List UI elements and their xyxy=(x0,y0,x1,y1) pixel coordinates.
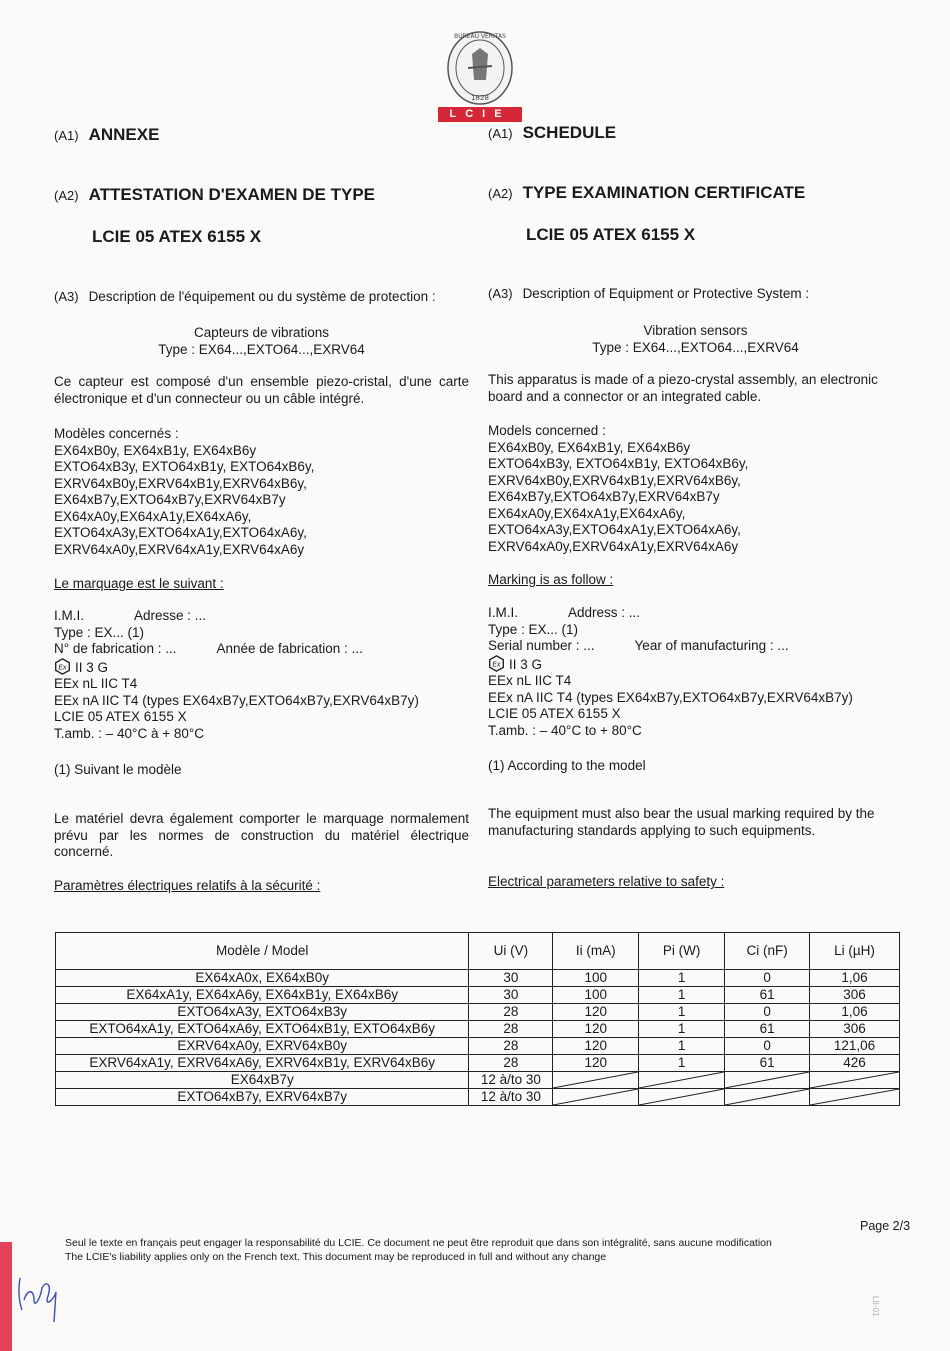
model-line: EXRV64xB0y,EXRV64xB1y,EXRV64xB6y, xyxy=(54,475,307,491)
header-ci: Ci (nF) xyxy=(725,933,810,970)
table-row xyxy=(56,1038,900,1055)
left-a2 xyxy=(54,187,469,205)
right-equipment-note: The equipment must also bear the usual marking required by the manufacturing standards applying to such equipments. xyxy=(488,806,875,838)
left-note: (1) Suivant le modèle xyxy=(54,762,182,777)
cell: EXTO64xA3y, EXTO64xB3y xyxy=(56,1004,469,1021)
model-line: EXRV64xB0y,EXRV64xB1y,EXRV64xB6y, xyxy=(488,472,741,488)
cell: 306 xyxy=(810,987,900,1004)
group: II 3 G xyxy=(509,656,543,672)
code2: EEx nA IIC T4 (types EX64xB7y,EXTO64xB7y,EXRV64xB7y) xyxy=(54,692,419,708)
form-code: LII-01 xyxy=(871,1296,880,1317)
cell: 28 xyxy=(469,1038,553,1055)
model-line: EX64xA0y,EX64xA1y,EX64xA6y, xyxy=(488,505,686,521)
right-models xyxy=(488,423,903,555)
cell: EXRV64xA0y, EXRV64xB0y xyxy=(56,1038,469,1055)
model-line: EX64xB0y, EX64xB1y, EX64xB6y xyxy=(54,442,257,458)
model-line: EXTO64xB3y, EXTO64xB1y, EXTO64xB6y, xyxy=(488,456,749,471)
model-line: EXRV64xA0y,EXRV64xA1y,EXRV64xA6y xyxy=(488,538,739,554)
not-applicable-cell xyxy=(725,1072,810,1089)
header-pi: Pi (W) xyxy=(639,933,725,970)
cell: 0 xyxy=(725,1004,810,1021)
cell: EXTO64xB7y, EXRV64xB7y xyxy=(56,1089,469,1106)
table-row xyxy=(56,1021,900,1038)
cell: 120 xyxy=(553,1021,639,1038)
code1: EEx nL IIC T4 xyxy=(54,676,138,691)
cell: 100 xyxy=(553,970,639,987)
annexe-title: ANNEXE xyxy=(88,125,160,144)
table-row xyxy=(56,970,900,987)
cell: 121,06 xyxy=(810,1038,900,1055)
a1-code: (A1) xyxy=(488,126,513,141)
svg-text:Ex: Ex xyxy=(492,659,501,668)
left-marking xyxy=(54,608,469,742)
cell: 28 xyxy=(469,1055,553,1072)
left-a1 xyxy=(54,127,469,145)
cell: EX64xA0x, EX64xB0y xyxy=(56,970,469,987)
year: Année de fabrication : ... xyxy=(216,641,363,656)
ex-hexagon-icon xyxy=(54,658,71,675)
year: Year of manufacturing : ... xyxy=(634,638,789,653)
svg-text:Ex: Ex xyxy=(58,662,67,671)
model-line: EX64xB0y, EX64xB1y, EX64xB6y xyxy=(488,439,691,455)
left-cert-number: LCIE 05 ATEX 6155 X xyxy=(92,227,262,246)
a3-code: (A3) xyxy=(54,289,79,304)
code2: EEx nA IIC T4 (types EX64xB7y,EXTO64xB7y,EXRV64xB7y) xyxy=(488,689,853,705)
right-description: This apparatus is made of a piezo-crystal assembly, an electronic board and a connector or an integrated cable. xyxy=(488,372,878,404)
footer-en: The LCIE's liability applies only on the French text. This document may be reproduced in full and without any change xyxy=(65,1251,607,1263)
right-a2 xyxy=(488,185,903,203)
cell: 120 xyxy=(553,1038,639,1055)
group: II 3 G xyxy=(75,659,109,675)
tamb: T.amb. : – 40°C à + 80°C xyxy=(54,725,204,741)
not-applicable-cell xyxy=(639,1072,725,1089)
cell: 30 xyxy=(469,970,553,987)
right-a3 xyxy=(488,286,903,303)
not-applicable-cell xyxy=(810,1072,900,1089)
cell: 1 xyxy=(639,1021,725,1038)
type-line: Type : EX... (1) xyxy=(488,621,579,637)
not-applicable-cell xyxy=(553,1089,639,1106)
model-line: EXTO64xA3y,EXTO64xA1y,EXTO64xA6y, xyxy=(488,522,741,537)
margin-red-bar xyxy=(0,1242,12,1351)
model-line: EXTO64xB3y, EXTO64xB1y, EXTO64xB6y, xyxy=(54,459,315,474)
cell: 1 xyxy=(639,1055,725,1072)
tamb: T.amb. : – 40°C to + 80°C xyxy=(488,722,642,738)
left-models xyxy=(54,426,469,558)
cell: 28 xyxy=(469,1004,553,1021)
a3-text: Description of Equipment or Protective System : xyxy=(522,286,810,301)
serial: N° de fabrication : ... xyxy=(54,641,177,656)
page-number: Page 2/3 xyxy=(860,1219,911,1233)
model-line: EXRV64xA0y,EXRV64xA1y,EXRV64xA6y xyxy=(54,541,305,557)
model-line: EX64xB7y,EXTO64xB7y,EXRV64xB7y xyxy=(54,492,286,507)
cell: 0 xyxy=(725,1038,810,1055)
model-line: EXTO64xA3y,EXTO64xA1y,EXTO64xA6y, xyxy=(54,525,307,540)
type-exam-title: TYPE EXAMINATION CERTIFICATE xyxy=(522,183,806,202)
cell: 1 xyxy=(639,970,725,987)
product-type: Type : EX64...,EXTO64...,EXRV64 xyxy=(158,341,365,357)
imi: I.M.I. xyxy=(488,605,518,620)
footer-fr: Seul le texte en français peut engager la responsabilité du LCIE. Ce document ne peut être reproduit que dans son intégralité, sans aucune modification xyxy=(65,1237,772,1249)
right-cert-number: LCIE 05 ATEX 6155 X xyxy=(526,225,696,244)
cell: 61 xyxy=(725,1021,810,1038)
svg-text:1828: 1828 xyxy=(471,94,489,102)
left-params-heading: Paramètres électriques relatifs à la sécurité : xyxy=(54,878,321,893)
address: Adresse : ... xyxy=(134,608,207,623)
a3-code: (A3) xyxy=(488,286,513,301)
footer-disclaimer xyxy=(65,1236,845,1264)
cell: 426 xyxy=(810,1055,900,1072)
cert-line: LCIE 05 ATEX 6155 X xyxy=(54,709,187,724)
right-note: (1) According to the model xyxy=(488,758,646,773)
product-type: Type : EX64...,EXTO64...,EXRV64 xyxy=(592,339,799,355)
cell: 0 xyxy=(725,970,810,987)
left-marking-heading: Le marquage est le suivant : xyxy=(54,576,224,591)
models-heading: Modèles concernés : xyxy=(54,426,179,441)
type-line: Type : EX... (1) xyxy=(54,624,145,640)
address: Address : ... xyxy=(568,605,641,620)
cert-line: LCIE 05 ATEX 6155 X xyxy=(488,706,621,721)
not-applicable-cell xyxy=(810,1089,900,1106)
not-applicable-cell xyxy=(553,1072,639,1089)
header-li: Li (µH) xyxy=(810,933,900,970)
model-line: EX64xB7y,EXTO64xB7y,EXRV64xB7y xyxy=(488,489,720,504)
cell: 1 xyxy=(639,1004,725,1021)
cell: 30 xyxy=(469,987,553,1004)
svg-text:BUREAU VERITAS: BUREAU VERITAS xyxy=(454,33,506,40)
cell: 12 à/to 30 xyxy=(469,1089,553,1106)
serial: Serial number : ... xyxy=(488,638,595,653)
left-a3 xyxy=(54,289,469,306)
right-marking-heading: Marking is as follow : xyxy=(488,572,614,587)
left-product xyxy=(54,325,469,358)
a2-code: (A2) xyxy=(54,188,79,203)
table-header-row xyxy=(56,933,900,970)
table-row xyxy=(56,1072,900,1089)
models-heading: Models concerned : xyxy=(488,423,606,438)
cell: 1,06 xyxy=(810,1004,900,1021)
cell: 61 xyxy=(725,987,810,1004)
cell: 120 xyxy=(553,1004,639,1021)
lcie-band: LCIE xyxy=(438,107,522,122)
cell: 100 xyxy=(553,987,639,1004)
product-name: Capteurs de vibrations xyxy=(193,325,330,340)
cell: EX64xA1y, EX64xA6y, EX64xB1y, EX64xB6y xyxy=(56,987,469,1004)
code1: EEx nL IIC T4 xyxy=(488,673,572,688)
model-line: EX64xA0y,EX64xA1y,EX64xA6y, xyxy=(54,508,252,524)
ex-hexagon-icon xyxy=(488,655,505,672)
product-name: Vibration sensors xyxy=(643,323,748,338)
cell: 1 xyxy=(639,1038,725,1055)
right-a1 xyxy=(488,125,903,143)
schedule-title: SCHEDULE xyxy=(522,123,617,142)
electrical-parameters-table xyxy=(55,932,900,1106)
not-applicable-cell xyxy=(639,1089,725,1106)
a1-code: (A1) xyxy=(54,128,79,143)
imi: I.M.I. xyxy=(54,608,84,623)
cell: 1,06 xyxy=(810,970,900,987)
table-row xyxy=(56,1089,900,1106)
handwritten-initials xyxy=(14,1270,64,1325)
cell: 28 xyxy=(469,1021,553,1038)
header-model: Modèle / Model xyxy=(56,933,469,970)
a2-code: (A2) xyxy=(488,186,513,201)
cell: 1 xyxy=(639,987,725,1004)
cell: 120 xyxy=(553,1055,639,1072)
right-product xyxy=(488,323,903,356)
right-marking xyxy=(488,605,903,739)
table-row xyxy=(56,1004,900,1021)
a3-text: Description de l'équipement ou du système de protection : xyxy=(88,289,436,304)
not-applicable-cell xyxy=(725,1089,810,1106)
left-description: Ce capteur est composé d'un ensemble piezo-cristal, d'une carte électronique et d'un connecteur ou un câble intégré. xyxy=(54,374,469,406)
cell: 12 à/to 30 xyxy=(469,1072,553,1089)
right-params-heading: Electrical parameters relative to safety : xyxy=(488,874,725,889)
cell: 306 xyxy=(810,1021,900,1038)
cell: EXTO64xA1y, EXTO64xA6y, EXTO64xB1y, EXTO64xB6y xyxy=(56,1021,469,1038)
attestation-title: ATTESTATION D'EXAMEN DE TYPE xyxy=(88,185,376,204)
cell: EX64xB7y xyxy=(56,1072,469,1089)
header-ui: Ui (V) xyxy=(469,933,553,970)
left-equipment-note: Le matériel devra également comporter le marquage normalement prévu par les normes de construction du matériel électrique concerné. xyxy=(54,811,469,859)
table-row xyxy=(56,1055,900,1072)
cell: 61 xyxy=(725,1055,810,1072)
cell: EXRV64xA1y, EXRV64xA6y, EXRV64xB1y, EXRV64xB6y xyxy=(56,1055,469,1072)
header-ii: Ii (mA) xyxy=(553,933,639,970)
table-row xyxy=(56,987,900,1004)
